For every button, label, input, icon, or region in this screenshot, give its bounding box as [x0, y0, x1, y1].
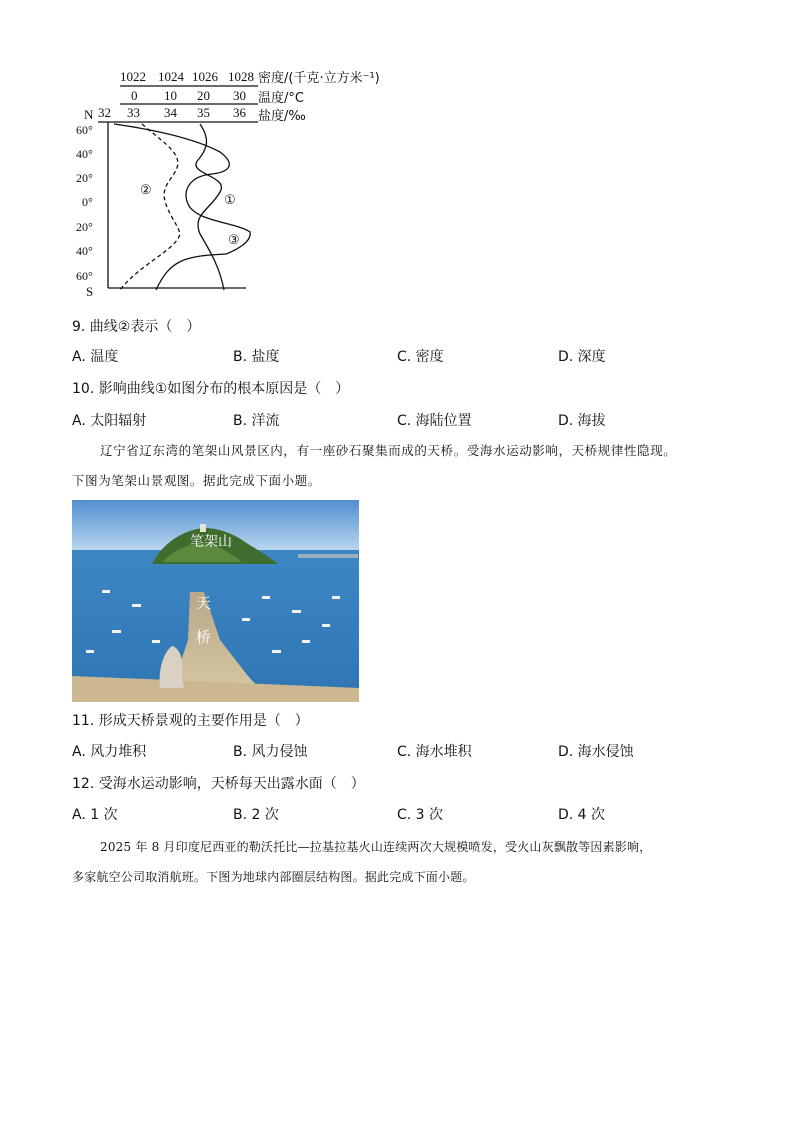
- q10-option-a[interactable]: A. 太阳辐射: [72, 413, 147, 429]
- bridge-label-1: 天: [196, 594, 212, 612]
- lat-tick: 20°: [76, 171, 93, 185]
- salinity-tick: 34: [164, 105, 177, 120]
- lat-tick: 0°: [82, 195, 93, 209]
- curve-label-2: ②: [140, 182, 152, 197]
- salinity-axis-label: 盐度/‰: [258, 109, 306, 124]
- question-9-stem: 9. 曲线②表示（ ）: [72, 319, 201, 335]
- temp-tick: 20: [197, 88, 210, 103]
- q9-option-d[interactable]: D. 深度: [558, 349, 606, 365]
- q10-option-d[interactable]: D. 海拔: [558, 413, 606, 429]
- q10-option-c[interactable]: C. 海陆位置: [397, 413, 472, 429]
- q12-option-a[interactable]: A. 1 次: [72, 807, 118, 823]
- south-label: S: [86, 284, 94, 299]
- north-label: N: [84, 107, 94, 122]
- q10-option-b[interactable]: B. 洋流: [233, 413, 280, 429]
- curve-2: [120, 124, 180, 290]
- q11-option-a[interactable]: A. 风力堆积: [72, 744, 147, 760]
- temp-tick: 0: [131, 88, 138, 103]
- curve-3: [114, 124, 250, 290]
- density-tick: 1026: [192, 69, 218, 84]
- lat-tick: 60°: [76, 269, 93, 283]
- q11-option-b[interactable]: B. 风力侵蚀: [233, 744, 308, 760]
- q9-option-b[interactable]: B. 盐度: [233, 349, 280, 365]
- passage-2-line-1: 2025 年 8 月印度尼西亚的勒沃托比—拉基拉基火山连续两次大规模喷发，受火山灰飘散等因素影响，: [100, 840, 652, 854]
- temp-tick: 30: [233, 88, 246, 103]
- q9-option-c[interactable]: C. 密度: [397, 349, 444, 365]
- q12-option-b[interactable]: B. 2 次: [233, 807, 279, 823]
- curve-label-3: ③: [228, 232, 240, 247]
- q11-option-c[interactable]: C. 海水堆积: [397, 744, 472, 760]
- density-tick: 1022: [120, 69, 146, 84]
- q11-option-d[interactable]: D. 海水侵蚀: [558, 744, 634, 760]
- passage-1-line-1: 辽宁省辽东湾的笔架山风景区内，有一座砂石聚集而成的天桥。受海水运动影响，天桥规律性隐现。: [100, 443, 677, 458]
- passage-2-line-2: 多家航空公司取消航班。下图为地球内部圈层结构图。据此完成下面小题。: [72, 870, 475, 884]
- salinity-tick: 35: [197, 105, 210, 120]
- lat-tick: 20°: [76, 220, 93, 234]
- density-axis-label: 密度/(千克·立方米⁻¹): [258, 71, 380, 86]
- lighthouse: [200, 524, 206, 532]
- bridge-label-2: 桥: [196, 628, 212, 646]
- q12-option-c[interactable]: C. 3 次: [397, 807, 444, 823]
- temp-tick: 10: [164, 88, 177, 103]
- salinity-tick: 32: [98, 105, 111, 120]
- temp-axis-label: 温度/°C: [258, 91, 304, 106]
- lat-tick: 40°: [76, 244, 93, 258]
- salinity-tick: 36: [233, 105, 246, 120]
- mountain-label: 笔架山: [190, 534, 232, 550]
- salinity-tick: 33: [127, 105, 140, 120]
- curve-1: [196, 124, 224, 290]
- question-10-stem: 10. 影响曲线①如图分布的根本原因是（ ）: [72, 381, 350, 397]
- bijia-mountain-photo: [72, 500, 359, 702]
- question-12-stem: 12. 受海水运动影响，天桥每天出露水面（ ）: [72, 776, 365, 792]
- density-tick: 1028: [228, 69, 254, 84]
- q9-option-a[interactable]: A. 温度: [72, 349, 119, 365]
- curve-label-1: ①: [224, 192, 236, 207]
- q12-option-d[interactable]: D. 4 次: [558, 807, 606, 823]
- passage-1-line-2: 下图为笔架山景观图。据此完成下面小题。: [72, 473, 321, 488]
- lat-tick: 40°: [76, 147, 93, 161]
- density-tick: 1024: [158, 69, 184, 84]
- lat-tick: 60°: [76, 123, 93, 137]
- ocean-property-chart: [76, 64, 410, 300]
- question-11-stem: 11. 形成天桥景观的主要作用是（ ）: [72, 713, 309, 729]
